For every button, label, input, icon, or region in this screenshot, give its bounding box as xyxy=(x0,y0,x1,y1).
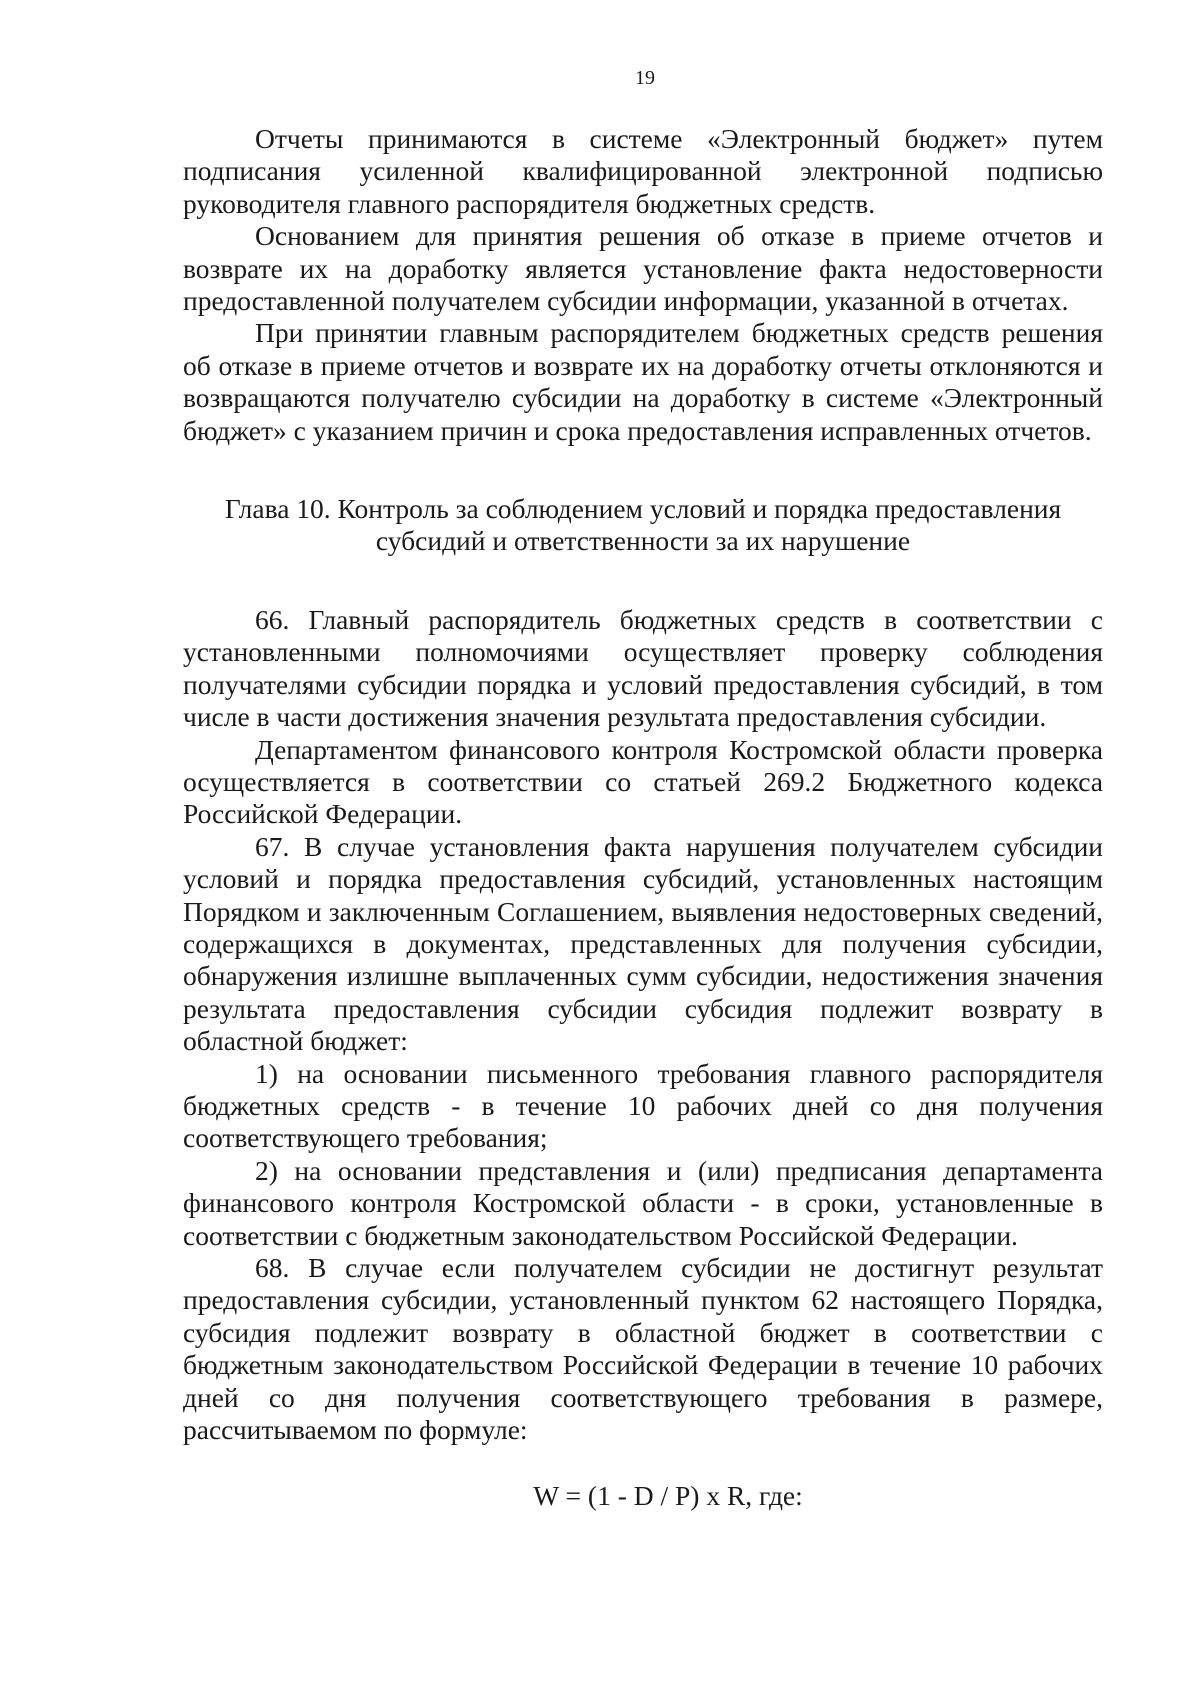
paragraph-reports-acceptance: Отчеты принимаются в системе «Электронный бюджет» путем подписания усиленной квалифицированной электронной подписью руководителя главного распорядителя бюджетных средств. xyxy=(183,123,1103,219)
paragraph-67: 67. В случае установления факта нарушения получателем субсидии условий и порядка предоставления субсидий, установленных настоящим Порядком и заключенным Соглашением, выявления недостоверных сведений, содержащихся в документах, представленных для получения субсидии, обнаружения излишне выплаченных сумм субсидии, недостижения значения результата предоставления субсидии субсидия подлежит возврату в областной бюджет: xyxy=(183,830,1103,1057)
chapter-heading-line-1: Глава 10. Контроль за соблюдением условий и порядка предоставления xyxy=(224,493,1062,525)
paragraph-67-item-2: 2) на основании представления и (или) предписания департамента финансового контроля Костромской области - в сроки, установленные в соответствии с бюджетным законодательством Российской Федерации. xyxy=(183,1154,1103,1251)
paragraph-financial-control: Департаментом финансового контроля Костромской области проверка осуществляется в соответствии со статьей 269.2 Бюджетного кодекса Российской Федерации. xyxy=(183,733,1103,830)
paragraph-refusal-grounds: Основанием для принятия решения об отказе в приеме отчетов и возврате их на доработку является установление факта недостоверности предоставленной получателем субсидии информации, указанной в отчетах. xyxy=(183,220,1103,317)
paragraph-66: 66. Главный распорядитель бюджетных средств в соответствии с установленными полномочиями осуществляет проверку соблюдения получателями субсидии порядка и условий предоставления субсидий, в том числе в части достижения значения результата предоставления субсидии. xyxy=(183,603,1103,733)
formula: W = (1 - D / P) x R, где: xyxy=(533,1480,803,1512)
page-number: 19 xyxy=(635,67,655,89)
paragraph-67-item-1: 1) на основании письменного требования главного распорядителя бюджетных средств - в течение 10 рабочих дней со дня получения соответствующего требования; xyxy=(183,1057,1103,1154)
paragraph-refusal-procedure: При принятии главным распорядителем бюджетных средств решения об отказе в приеме отчетов и возврате их на доработку отчеты отклоняются и возвращаются получателю субсидии на доработку в системе «Электронный бюджет» с указанием причин и срока предоставления исправленных отчетов. xyxy=(183,317,1103,446)
paragraph-68: 68. В случае если получателем субсидии не достигнут результат предоставления субсидии, установленный пунктом 62 настоящего Порядка, субсидия подлежит возврату в областной бюджет в соответствии с бюджетным законодательством Российской Федерации в течение 10 рабочих дней со дня получения соответствующего требования в размере, рассчитываемом по формуле: xyxy=(183,1252,1103,1446)
document-body xyxy=(183,123,1103,1513)
chapter-heading-line-2: субсидий и ответственности за их нарушение xyxy=(375,525,911,557)
chapter-heading xyxy=(183,493,1103,558)
